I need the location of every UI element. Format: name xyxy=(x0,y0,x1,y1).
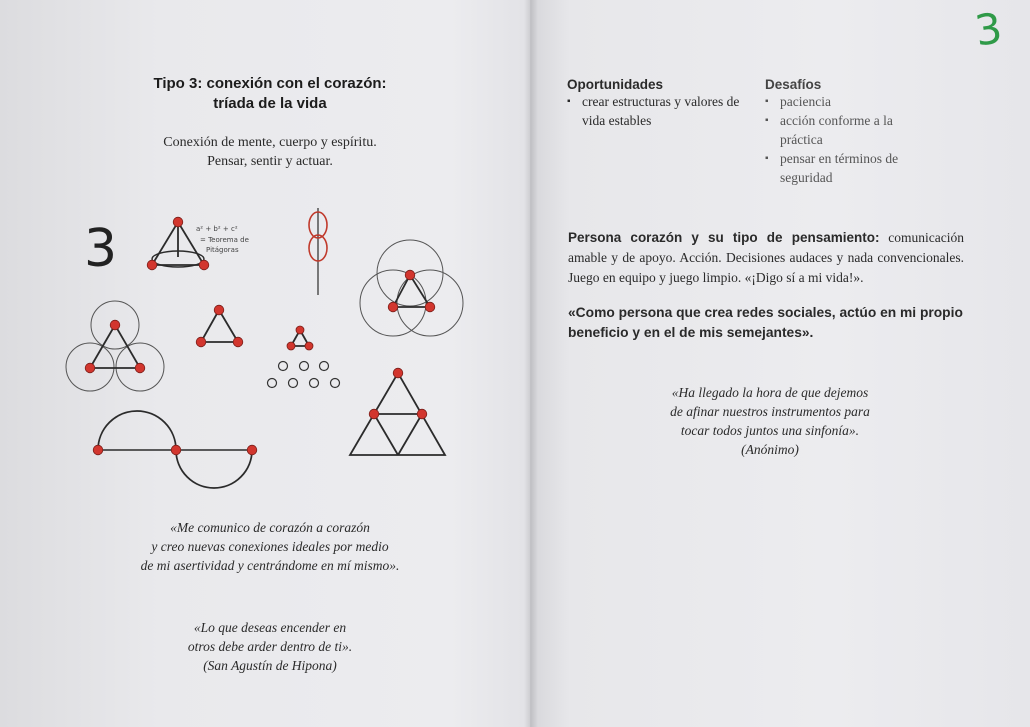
intro-text xyxy=(120,133,420,171)
list-item: ▪ pensar en términos de seguridad xyxy=(765,149,925,187)
title-line-1: Tipo 3: conexión con el corazón: xyxy=(153,75,387,92)
title-line-2: tríada de la vida xyxy=(213,95,327,112)
formula-note: a² + b² + c² xyxy=(196,225,238,233)
quote-line: y creo nuevas conexiones ideales por medio xyxy=(151,539,389,554)
triangle-edge xyxy=(374,414,398,455)
triangle-edge xyxy=(398,414,422,455)
quote-line: «Me comunico de corazón a corazón xyxy=(170,520,370,535)
triangle-edge xyxy=(219,310,238,342)
quote-line: otros debe arder dentro de ti». xyxy=(187,639,353,654)
challenges-heading: Desafíos xyxy=(765,77,822,92)
quote-author: (Anónimo) xyxy=(741,442,799,457)
triangle-edge xyxy=(115,325,140,368)
personality-paragraph xyxy=(568,228,964,288)
anonymous-quote xyxy=(620,383,920,459)
left-quote xyxy=(95,518,445,575)
quote-line: de mi asertividad y centrándome en mí mismo». xyxy=(140,558,400,573)
big-numeral: 3 xyxy=(84,219,118,279)
triangle-edge xyxy=(152,222,178,265)
node-dots xyxy=(85,217,435,455)
challenges-list xyxy=(765,92,925,187)
opportunities-section xyxy=(567,77,747,130)
triangle-edge xyxy=(393,275,410,307)
personality-heading: Persona corazón y su tipo de pensamiento: xyxy=(568,230,880,245)
page-fold xyxy=(524,0,538,727)
challenges-section xyxy=(765,77,925,187)
augustine-quote xyxy=(120,618,420,675)
page-number: 3 xyxy=(971,3,1006,56)
theorem-note-line-2: Pitágoras xyxy=(206,246,239,254)
quote-line: de afinar nuestros instrumentos para xyxy=(670,404,870,419)
wave-upper-arc xyxy=(98,411,176,450)
triangle-edge xyxy=(201,310,219,342)
quote-line: tocar todos juntos una sinfonía». xyxy=(680,423,860,438)
list-item: ▪ paciencia xyxy=(765,92,925,111)
quote-author: (San Agustín de Hipona) xyxy=(203,658,337,673)
quote-line: «Lo que deseas encender en xyxy=(193,620,347,635)
wave-lower-arc xyxy=(176,450,252,488)
list-item: ▪ crear estructuras y valores de vida estables xyxy=(567,92,747,130)
bold-quote: «Como persona que crea redes sociales, actúo en mi propio beneficio y en el de mis semejantes». xyxy=(568,305,963,340)
triangle-edge xyxy=(90,325,115,368)
personality-text: comunicación amable y de apoyo. Acción. Decisiones audaces y nada convencionales. Juego en equipo y juego limpio. «¡Digo sí a mi vida!». xyxy=(568,230,964,285)
opportunities-heading: Oportunidades xyxy=(567,77,664,92)
triangle-edge xyxy=(410,275,430,307)
list-item: ▪ acción conforme a la práctica xyxy=(765,111,925,149)
quote-line: «Ha llegado la hora de que dejemos xyxy=(671,385,869,400)
opportunities-list xyxy=(567,92,747,130)
intro-line-2: Pensar, sentir y actuar. xyxy=(207,154,333,169)
triad-diagram xyxy=(60,190,480,495)
theorem-note-line-1: = Teorema de xyxy=(200,236,249,244)
intro-line-1: Conexión de mente, cuerpo y espíritu. xyxy=(163,135,377,150)
section-title xyxy=(130,74,410,114)
